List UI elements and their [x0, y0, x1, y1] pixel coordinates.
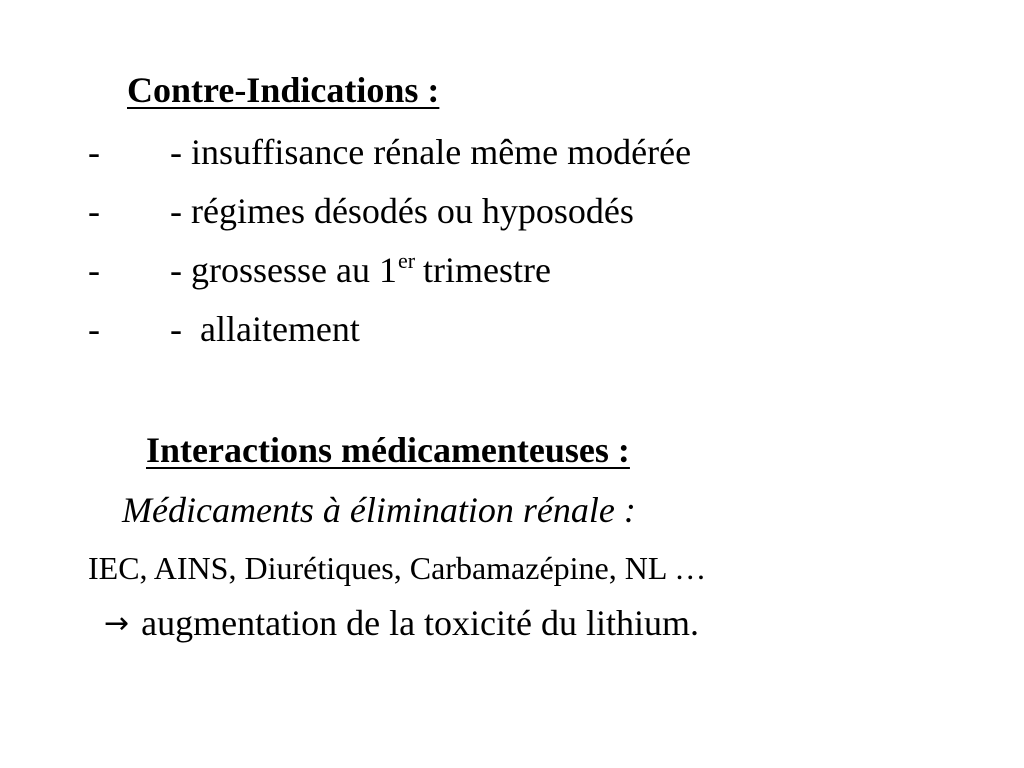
bullet-dash: - [88, 250, 100, 290]
bullet-dash: - [88, 309, 100, 349]
ordinal-superscript: er [397, 248, 416, 273]
conclusion-text: augmentation de la toxicité du lithium. [141, 603, 700, 643]
contraindication-item [88, 248, 888, 292]
contraindication-item [88, 193, 888, 233]
arrow-right-icon: → [104, 606, 130, 641]
contraindication-text: - grossesse au 1 [170, 250, 397, 290]
contraindication-text: - allaitement [170, 309, 360, 349]
contraindication-item [88, 311, 888, 351]
contraindication-item [88, 134, 888, 174]
drug-list: IEC, AINS, Diurétiques, Carbamazépine, NL … [88, 550, 707, 586]
contraindication-text-group [170, 248, 551, 290]
conclusion-line [104, 605, 699, 641]
contraindications-heading: Contre-Indications : [127, 70, 440, 110]
contraindication-text: - insuffisance rénale même modérée [170, 132, 692, 172]
contraindication-text-after: trimestre [423, 250, 551, 290]
interactions-heading: Interactions médicamenteuses : [146, 430, 630, 470]
bullet-dash: - [88, 191, 100, 231]
contraindication-text: - régimes désodés ou hyposodés [170, 191, 634, 231]
interactions-subheading: Médicaments à élimination rénale : [122, 490, 636, 530]
bullet-dash: - [88, 132, 100, 172]
